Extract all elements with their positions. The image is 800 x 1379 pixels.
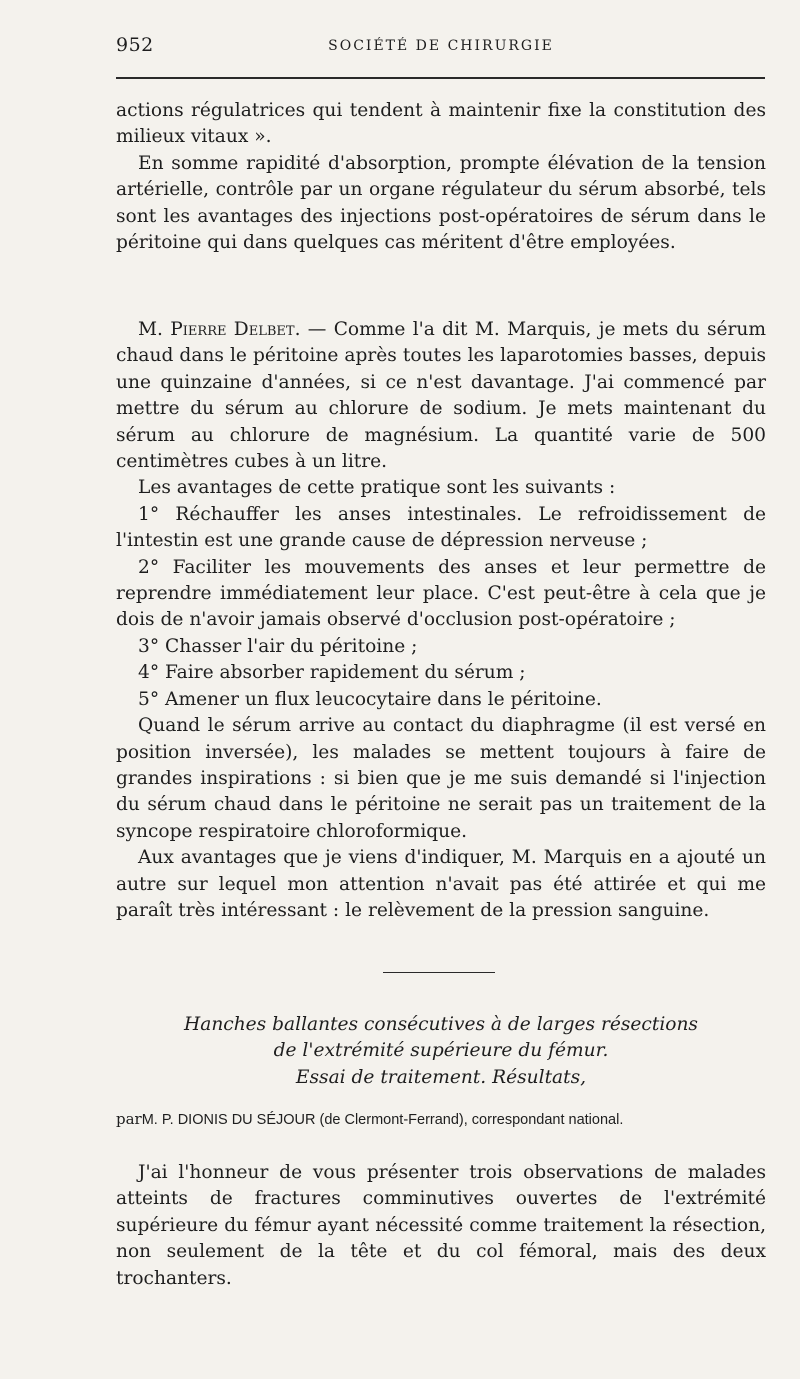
title-line-1: Hanches ballantes consécutives à de larges résections	[184, 1014, 698, 1035]
list-item-3: 3° Chasser l'air du péritoine ;	[138, 635, 418, 657]
paragraph-aux-avantages: Aux avantages que je viens d'indiquer, M. Marquis en a ajouté un autre sur lequel mon attention n'avait pas été attirée et qui me paraît très intéressant : le relèvement de la pression sanguine.	[116, 847, 766, 921]
paragraph-actions: actions régulatrices qui tendent à maintenir fixe la constitution des milieux vitaux ».	[116, 100, 766, 148]
list-item-1: 1° Réchauffer les anses intestinales. Le refroidissement de l'intestin est une grande cause de dépression nerveuse ;	[116, 503, 766, 552]
list-item-2: 2° Faciliter les mouvements des anses et leur permettre de reprendre immédiatement leur place. C'est peut-être à cela que je dois de n'avoir jamais observé d'occlusion post-opératoire ;	[116, 556, 766, 631]
page-header	[116, 34, 766, 64]
paragraph-delbet-intro	[116, 317, 766, 475]
speech-intro: . — Comme l'a dit M. Marquis, je mets du sérum chaud dans le péritoine après toutes les laparotomies basses, depuis une quinzaine d'années, si ce n'est davantage. J'ai commencé par mettre du sérum au chlorure de sodium. Je mets maintenant du sérum au chlorure de magnésium. La quantité varie de 500 centimètres cubes à un litre.	[116, 319, 766, 473]
text-block-delbet	[116, 317, 766, 924]
speaker-prefix: M.	[138, 319, 171, 340]
header-rule	[116, 77, 765, 79]
section-separator	[383, 972, 495, 973]
paragraph-en-somme: En somme rapidité d'absorption, prompte élévation de la tension artérielle, contrôle par un organe régulateur du sérum absorbé, tels sont les avantages des injections post-opératoires de sérum dans le péritoine qui dans quelques cas méritent d'être employées.	[116, 152, 766, 254]
page-number: 952	[116, 34, 154, 56]
paragraph-honneur: J'ai l'honneur de vous présenter trois observations de malades atteints de fractures comminutives ouvertes de l'extrémité supérieure du fémur ayant nécessité comme traitement la résection, non seulement de la tête et du col fémoral, mais des deux trochanters.	[116, 1162, 766, 1289]
text-block-article	[116, 1160, 766, 1292]
list-item-5: 5° Amener un flux leucocytaire dans le péritoine.	[138, 688, 602, 710]
byline-author: M. P. DIONIS DU SÉJOUR (de Clermont-Ferrand), correspondant national.	[141, 1112, 624, 1128]
running-head: SOCIÉTÉ DE CHIRURGIE	[328, 38, 554, 54]
article-title	[116, 1012, 766, 1091]
paragraph-quand: Quand le sérum arrive au contact du diaphragme (il est versé en position inversée), les malades se mettent toujours à faire de grandes inspirations : si bien que je me suis demandé si l'injection du sérum chaud dans le péritoine ne serait pas un traitement de la syncope respiratoire chloroformique.	[116, 715, 766, 842]
list-item-4: 4° Faire absorber rapidement du sérum ;	[138, 662, 526, 684]
title-line-3: Essai de traitement. Résultats,	[295, 1066, 587, 1088]
paragraph-avantages: Les avantages de cette pratique sont les suivants :	[138, 477, 616, 499]
article-byline	[116, 1109, 766, 1130]
title-line-2: de l'extrémité supérieure du fémur.	[273, 1040, 609, 1062]
byline-by: par	[116, 1110, 142, 1128]
text-block-intro	[116, 98, 766, 256]
speaker-name: Pierre Delbet	[170, 319, 295, 340]
